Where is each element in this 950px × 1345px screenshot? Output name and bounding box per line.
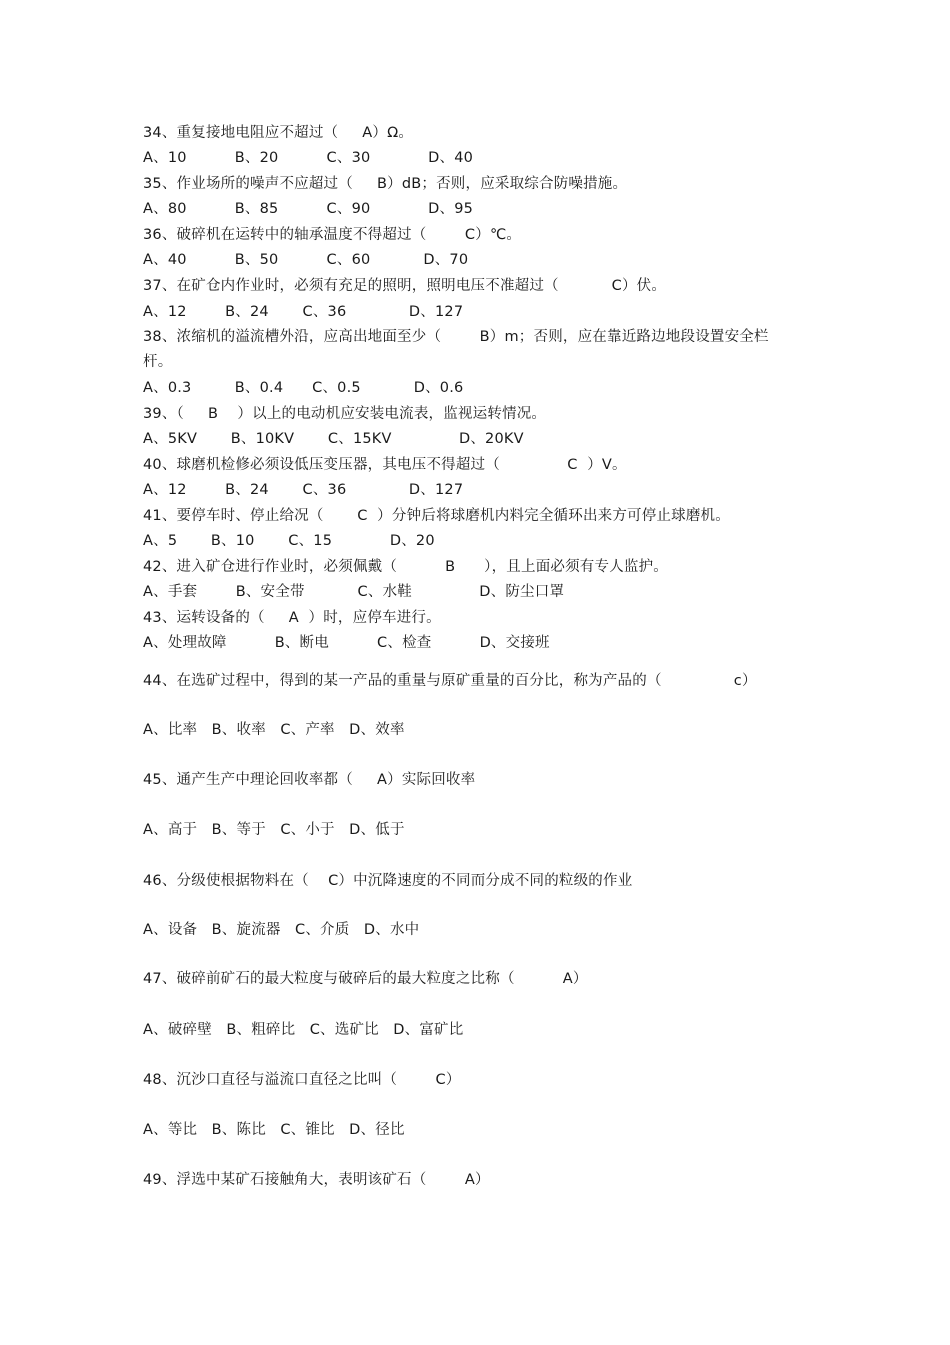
options-36: A、40 B、50 C、60 D、70 (143, 252, 469, 268)
options-47: A、破碎壁 B、粗碎比 C、选矿比 D、富矿比 (143, 1022, 464, 1038)
options-34: A、10 B、20 C、30 D、40 (143, 150, 474, 166)
options-35: A、80 B、85 C、90 D、95 (143, 201, 474, 217)
question-48: 48、沉沙口直径与溢流口直径之比叫（ C） (143, 1072, 461, 1088)
question-40: 40、球磨机检修必须设低压变压器，其电压不得超过（ C ）V。 (143, 457, 627, 473)
options-41: A、5 B、10 C、15 D、20 (143, 533, 435, 549)
options-46: A、设备 B、旋流器 C、介质 D、水中 (143, 922, 420, 938)
question-39: 39、（ B ）以上的电动机应安装电流表，监视运转情况。 (143, 406, 547, 422)
question-49: 49、浮选中某矿石接触角大，表明该矿石（ A） (143, 1172, 490, 1188)
question-34: 34、重复接地电阻应不超过（ A）Ω。 (143, 125, 414, 141)
options-37: A、12 B、24 C、36 D、127 (143, 304, 464, 320)
question-36: 36、破碎机在运转中的轴承温度不得超过（ C）℃。 (143, 227, 522, 243)
question-45: 45、通产生产中理论回收率都（ A）实际回收率 (143, 772, 476, 788)
options-43: A、处理故障 B、断电 C、检查 D、交接班 (143, 635, 550, 651)
question-41: 41、要停车时、停止给况（ C ）分钟后将球磨机内料完全循环出来方可停止球磨机。 (143, 508, 730, 524)
options-39: A、5KV B、10KV C、15KV D、20KV (143, 431, 524, 447)
question-44: 44、在选矿过程中，得到的某一产品的重量与原矿重量的百分比，称为产品的（ c） (143, 673, 757, 689)
question-37: 37、在矿仓内作业时，必须有充足的照明，照明电压不准超过（ C）伏。 (143, 278, 667, 294)
question-47: 47、破碎前矿石的最大粒度与破碎后的最大粒度之比称（ A） (143, 971, 588, 987)
question-46: 46、分级使根据物料在（ C）中沉降速度的不同而分成不同的粒级的作业 (143, 873, 633, 889)
question-42: 42、进入矿仓进行作业时，必须佩戴（ B ），且上面必须有专人监护。 (143, 559, 668, 575)
options-42: A、手套 B、安全带 C、水鞋 D、防尘口罩 (143, 584, 565, 600)
question-38-cont: 杆。 (143, 354, 173, 370)
question-38: 38、浓缩机的溢流槽外沿，应高出地面至少（ B）m；否则，应在靠近路边地段设置安全栏 (143, 329, 769, 345)
options-40: A、12 B、24 C、36 D、127 (143, 482, 464, 498)
options-38: A、0.3 B、0.4 C、0.5 D、0.6 (143, 380, 464, 396)
question-35: 35、作业场所的噪声不应超过（ B）dB；否则，应采取综合防噪措施。 (143, 176, 628, 192)
question-43: 43、运转设备的（ A ）时，应停车进行。 (143, 610, 441, 626)
options-48: A、等比 B、陈比 C、锥比 D、径比 (143, 1122, 405, 1138)
options-44: A、比率 B、收率 C、产率 D、效率 (143, 722, 405, 738)
options-45: A、高于 B、等于 C、小于 D、低于 (143, 822, 405, 838)
